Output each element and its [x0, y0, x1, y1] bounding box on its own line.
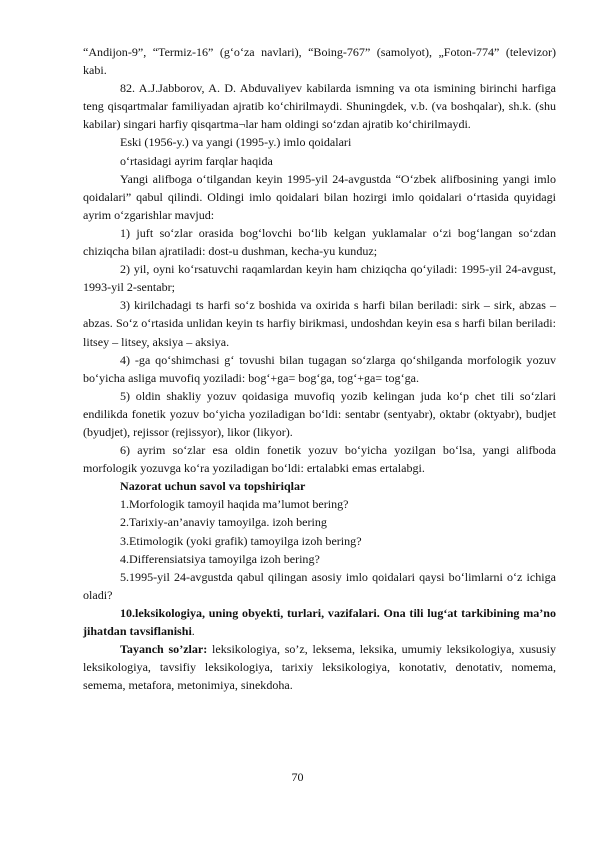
paragraph-change-5: 5) oldin shakliy yozuv qoidasiga muvofiq yozib kelingan juda ko‘p chet tili so‘zlari endilikda fonetik yozuv bo‘yicha yoziladigan bo‘ldi: sentabr (sentyabr), oktabr (oktyabr), budjet (byudjet), rejissor (rejissyor), likor (likyor).: [83, 388, 556, 439]
question-2: 2.Tarixiy-an’anaviy tamoyilga. izoh bering: [120, 515, 327, 530]
chapter-heading: [83, 604, 556, 640]
question-5: 5.1995-yil 24-avgustda qabul qilingan asosiy imlo qoidalari qaysi bo‘limlarni o‘z ichiga oladi?: [83, 569, 556, 602]
paragraph-intro: Yangi alifboga o‘tilgandan keyin 1995-yil 24-avgustda “O‘zbek alifbosining yangi imlo qoidalari” qabul qilindi. Oldingi imlo qoidalari bilan hozirgi imlo qoidalari o‘rtasida quyidagi ayrim o‘zgarishlar mavjud:: [83, 171, 556, 222]
section-heading-line2: o‘rtasidagi ayrim farqlar haqida: [120, 153, 273, 168]
chapter-heading-text: 10.leksikologiya, uning obyekti, turlari, vazifalari. Ona tili lug‘at tarkibining ma’no jihatdan tavsiflanishi: [83, 605, 556, 638]
question-4: 4.Differensiatsiya tamoyilga izoh bering?: [120, 551, 320, 566]
section-heading-line1: Eski (1956-y.) va yangi (1995-y.) imlo qoidalari: [120, 135, 352, 150]
paragraph-rule-82: 82. A.J.Jabborov, A. D. Abduvaliyev kabilarda ismning va ota ismining birinchi harfiga teng qisqartmalar familiyadan ajratib ko‘chirilmaydi. Shuningdek, v.b. (va boshqalar), sh.k. (shu kabilar) singari harfiy qisqartma¬lar ham oldingi so‘zdan ajratib ko‘chirilmaydi.: [83, 81, 556, 132]
paragraph-change-1: 1) juft so‘zlar orasida bog‘lovchi bo‘lib kelgan yuklamalar o‘zi bog‘langan so‘zdan chiziqcha bilan ajratiladi: dost-u dushman, kecha-yu kunduz;: [83, 225, 556, 259]
paragraph-change-3: 3) kirilchadagi ts harfi so‘z boshida va oxirida s harfi bilan beriladi: sirk – sirk, abzas – abzas. So‘z o‘rtasida unlidan keyin ts harfiy birikmasi, undoshdan keyin esa s harfi bilan beriladi: litsey – litsey, aksiya – aksiya.: [83, 298, 556, 349]
chapter-heading-period: .: [191, 624, 195, 638]
question-1: 1.Morfologik tamoyil haqida ma’lumot bering?: [120, 497, 349, 512]
paragraph-change-2: 2) yil, oyni ko‘rsatuvchi raqamlardan keyin ham chiziqcha qo‘yiladi: 1995-yil 24-avgust, 1993-yil 2-sentabr;: [83, 262, 556, 295]
keywords-label: Tayanch so’zlar:: [120, 642, 208, 657]
questions-heading: Nazorat uchun savol va topshiriqlar: [120, 479, 306, 494]
paragraph-examples: “Andijon-9”, “Termiz-16” (g‘o‘za navlari), “Boing-767” (samolyot), „Foton-774” (televizor) kabi.: [83, 45, 556, 78]
document-page: [83, 43, 556, 694]
page-number: 70: [291, 770, 304, 784]
keywords-paragraph: [83, 640, 556, 694]
question-3: 3.Etimologik (yoki grafik) tamoyilga izoh bering?: [120, 533, 362, 548]
paragraph-change-4: 4) -ga qo‘shimchasi g‘ tovushi bilan tugagan so‘zlarga qo‘shilganda morfologik yozuv bo‘yicha asliga muvofiq yoziladi: bog‘+ga= bog‘ga, tog‘+ga= tog‘ga.: [83, 352, 556, 385]
keywords-list: leksikologiya, so’z, leksema, leksika, umumiy leksikologiya, xususiy leksikologiya, tavsifiy leksikologiya, tarixiy leksikologiya, konotativ, denotativ, nomema, semema, metafora, metonimiya, sinekdoha.: [83, 642, 556, 693]
paragraph-change-6: 6) ayrim so‘zlar esa oldin fonetik yozuv bo‘yicha yozilgan bo‘lsa, yangi alifboda morfologik yozuvga ko‘ra yoziladigan bo‘ldi: ertalabki emas ertalabgi.: [83, 443, 556, 476]
